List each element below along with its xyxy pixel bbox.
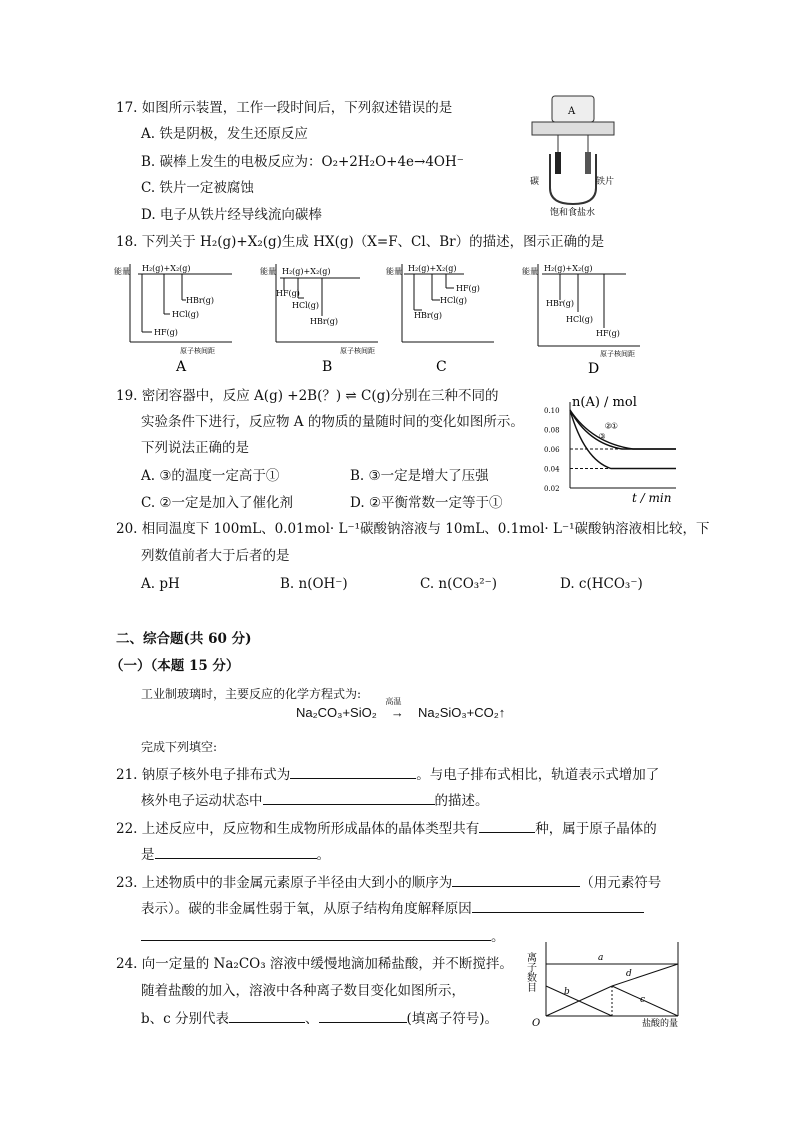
- q21-c: 核外电子运动状态中: [141, 793, 263, 809]
- q20-option-d: D. c(HCO₃⁻): [560, 576, 643, 592]
- q20-line1: 20. 相同温度下 100mL、0.01mol· L⁻¹碳酸钠溶液与 10mL、0.1mol· L⁻¹碳酸钠溶液相比较，下: [116, 521, 710, 537]
- q19-series-1: [570, 410, 676, 449]
- svg-text:HF(g): HF(g): [456, 284, 480, 293]
- meter-label: A: [568, 106, 576, 117]
- q19-line3: 下列说法正确的是: [141, 440, 249, 456]
- q18-energy-diagrams: [112, 260, 672, 375]
- q19-option-c: C. ②一定是加入了催化剂: [141, 495, 294, 511]
- q23-blank-2[interactable]: [472, 898, 644, 913]
- bottom-label: 饱和食盐水: [550, 208, 596, 218]
- q22-a: 22. 上述反应中，反应物和生成物所形成晶体的晶体类型共有: [116, 821, 480, 837]
- q17-option-c: C. 铁片一定被腐蚀: [141, 180, 254, 196]
- section2-title: 二、综合题(共 60 分): [116, 631, 252, 647]
- q19-option-b: B. ③一定是增大了压强: [350, 468, 489, 484]
- q24-ylabel: 离子数目: [524, 952, 536, 992]
- svg-text:能量: 能量: [386, 267, 402, 276]
- q21-blank-2[interactable]: [263, 790, 435, 805]
- q17-option-a: A. 铁是阴极，发生还原反应: [141, 126, 308, 142]
- svg-text:HF(g): HF(g): [154, 328, 178, 337]
- svg-text:HCl(g): HCl(g): [566, 315, 594, 324]
- q19-series-3: [570, 410, 676, 469]
- svg-text:HBr(g): HBr(g): [186, 296, 215, 305]
- svg-text:能量: 能量: [114, 267, 130, 276]
- q19-series-label-2: ②: [604, 421, 612, 431]
- svg-text:能量: 能量: [522, 267, 538, 276]
- svg-text:HCl(g): HCl(g): [172, 310, 200, 319]
- section2-fill: 完成下列填空:: [141, 740, 218, 754]
- svg-text:H₂(g)+X₂(g): H₂(g)+X₂(g): [544, 264, 593, 273]
- q19-tick-4: 0.02: [544, 485, 560, 493]
- svg-text:HCl(g): HCl(g): [440, 296, 468, 305]
- q22-d: 。: [316, 847, 330, 863]
- q24-line2: 随着盐酸的加入，溶液中各种离子数目变化如图所示，: [141, 983, 465, 999]
- q19-option-d: D. ②平衡常数一定等于①: [350, 495, 503, 511]
- eq-right: Na₂SiO₃+CO₂↑: [418, 705, 506, 720]
- svg-text:HBr(g): HBr(g): [414, 311, 443, 320]
- q19-ylabel: n(A) / mol: [572, 395, 637, 410]
- q24-d: 、: [305, 1011, 319, 1027]
- svg-text:能量: 能量: [260, 267, 276, 276]
- svg-text:原子核间距: 原子核间距: [180, 347, 215, 355]
- q19-chart: [540, 390, 680, 505]
- q19-series-label-1: ①: [610, 421, 618, 431]
- q23-d: 。: [491, 929, 505, 945]
- svg-text:HF(g): HF(g): [276, 289, 300, 298]
- eq-arrow: 高温 →: [385, 697, 404, 720]
- q24-blank-1[interactable]: [229, 1008, 305, 1023]
- q18-label-a: A: [176, 359, 187, 375]
- q19-tick-3: 0.04: [544, 465, 560, 474]
- svg-text:原子核间距: 原子核间距: [340, 347, 375, 355]
- q22-c: 是: [141, 847, 155, 863]
- q19-option-a: A. ③的温度一定高于①: [141, 468, 280, 484]
- q23-blank-3[interactable]: [141, 926, 491, 941]
- svg-text:HBr(g): HBr(g): [310, 317, 339, 326]
- q21-b: 。与电子排布式相比，轨道表示式增加了: [416, 767, 660, 783]
- q22-b: 种，属于原子晶体的: [535, 821, 657, 837]
- svg-text:H₂(g)+X₂(g): H₂(g)+X₂(g): [282, 267, 331, 276]
- q19-tick-2: 0.06: [544, 446, 560, 454]
- q24-c: b、c 分别代表: [141, 1011, 229, 1027]
- svg-text:原子核间距: 原子核间距: [600, 350, 635, 358]
- left-label: 碳: [530, 177, 540, 187]
- q19-tick-0: 0.10: [544, 407, 560, 415]
- q17-option-b: B. 碳棒上发生的电极反应为：O₂+2H₂O+4e→4OH⁻: [141, 154, 464, 170]
- q18-stem: 18. 下列关于 H₂(g)+X₂(g)生成 HX(g)（X=F、Cl、Br）的描述，图示正确的是: [116, 234, 605, 250]
- q22-blank-2[interactable]: [155, 844, 317, 859]
- q20-option-a: A. pH: [141, 576, 180, 592]
- svg-text:HCl(g): HCl(g): [292, 301, 320, 310]
- q24-origin: O: [532, 1018, 541, 1029]
- q17-apparatus-figure: [528, 92, 618, 217]
- q23-blank-1[interactable]: [452, 872, 580, 887]
- svg-text:HF(g): HF(g): [596, 329, 620, 338]
- q24-line1: 24. 向一定量的 Na₂CO₃ 溶液中缓慢地滴加稀盐酸，并不断搅拌。: [116, 956, 513, 972]
- q23-line2: [141, 898, 644, 919]
- q17-stem: 17. 如图所示装置，工作一段时间后，下列叙述错误的是: [116, 100, 453, 116]
- q21-blank-1[interactable]: [290, 764, 416, 779]
- svg-text:b: b: [564, 987, 570, 997]
- svg-text:d: d: [626, 969, 632, 979]
- q19-series-2: [570, 410, 676, 449]
- q23-b: （用元素符号: [580, 875, 662, 891]
- q18-label-b: B: [322, 359, 333, 375]
- q21-a: 21. 钠原子核外电子排布式为: [116, 767, 291, 783]
- svg-text:H₂(g)+X₂(g): H₂(g)+X₂(g): [408, 264, 457, 273]
- svg-text:HBr(g): HBr(g): [546, 299, 575, 308]
- reaction-equation: [296, 697, 506, 720]
- q18-diagram-a: [114, 264, 232, 375]
- q22-blank-1[interactable]: [479, 818, 535, 833]
- q19-tick-1: 0.08: [544, 426, 560, 435]
- q17-option-d: D. 电子从铁片经导线流向碳棒: [141, 207, 322, 223]
- q19-xlabel: t / min: [632, 491, 672, 505]
- q20-line2: 列数值前者大于后者的是: [141, 548, 290, 564]
- q20-option-b: B. n(OH⁻): [280, 576, 348, 592]
- iron-sheet: [585, 152, 591, 174]
- q18-diagram-c: [386, 264, 494, 375]
- eq-condition: 高温: [385, 697, 402, 706]
- q23-line3: [141, 926, 505, 947]
- q23-line1: [116, 872, 661, 893]
- q24-xlabel: 盐酸的量: [642, 1019, 679, 1029]
- q24-blank-2[interactable]: [319, 1008, 407, 1023]
- q19-line1: 19. 密闭容器中，反应 A(g) +2B(？) ⇌ C(g)分别在三种不同的: [116, 388, 499, 404]
- q18-diagram-b: [260, 264, 378, 375]
- carbon-rod: [555, 152, 561, 174]
- q18-label-c: C: [436, 359, 447, 375]
- q22-line2: [141, 844, 330, 865]
- q18-label-d: D: [588, 361, 600, 377]
- section2-sub1: （一）（本题 15 分）: [110, 658, 240, 674]
- q24-line-d: [612, 964, 678, 986]
- q20-option-c: C. n(CO₃²⁻): [420, 576, 498, 592]
- q18-diagram-d: [522, 264, 640, 377]
- section2-intro: 工业制玻璃时，主要反应的化学方程式为:: [141, 687, 362, 701]
- q23-c: 表示）。碳的非金属性弱于氧，从原子结构角度解释原因: [141, 901, 472, 917]
- q24-e: (填离子符号)。: [406, 1011, 499, 1027]
- svg-text:H₂(g)+X₂(g): H₂(g)+X₂(g): [142, 264, 191, 273]
- q19-line2: 实验条件下进行，反应物 A 的物质的量随时间的变化如图所示。: [141, 414, 524, 430]
- q21-line1: [116, 764, 659, 785]
- q21-line2: [141, 790, 489, 811]
- svg-text:c: c: [640, 995, 646, 1005]
- svg-text:a: a: [598, 953, 604, 963]
- q22-line1: [116, 818, 657, 839]
- q19-series-label-3: ③: [598, 432, 606, 442]
- q21-d: 的描述。: [434, 793, 489, 809]
- right-label: 铁片: [596, 177, 615, 187]
- q24-ion-chart: [524, 940, 688, 1030]
- q23-a: 23. 上述物质中的非金属元素原子半径由大到小的顺序为: [116, 875, 453, 891]
- eq-left: Na₂CO₃+SiO₂: [296, 705, 377, 720]
- q24-line3: [141, 1008, 498, 1029]
